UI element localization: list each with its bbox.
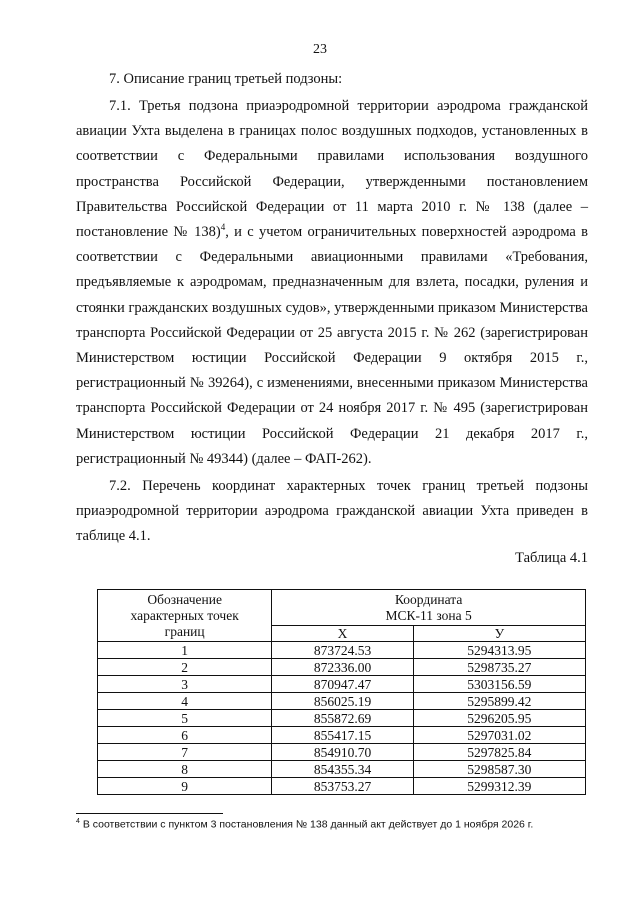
x-cell: 855417.15 [272, 727, 413, 744]
table-row [98, 659, 586, 676]
y-cell: 5297825.84 [413, 744, 585, 761]
header-y: У [413, 626, 585, 642]
section-heading: 7. Описание границ третьей подзоны: [109, 71, 343, 87]
table-row [98, 693, 586, 710]
header-point-line2: характерных точек [130, 607, 239, 623]
header-coordinate-line2: МСК-11 зона 5 [385, 607, 472, 623]
page-number: 23 [313, 42, 327, 57]
table-caption: Таблица 4.1 [515, 550, 588, 566]
coordinates-table [97, 589, 586, 795]
footnote-marker: 4 [76, 818, 80, 825]
y-cell: 5296205.95 [413, 710, 585, 727]
header-point-designation [98, 590, 272, 642]
paragraph-7-1-text-part2: , и с учетом ограничительных поверхностей аэродрома в соответствии с Федеральными авиационными правилами «Требования, предъявляемые к аэродромам, предназначенным для взлета, посадки, руления и стоянки гражданских воздушных судов», утвержденными приказом Министерства транспорта Российской Федерации от 25 августа 2015 г. № 262 (зарегистрирован Министерством юстиции Российской Федерации 9 октября 2015 г., регистрационный № 39264), с изменениями, внесенными приказом Министерства транспорта Российской Федерации от 24 ноября 2017 г. № 495 (зарегистрирован Министерством юстиции Российской Федерации 21 декабря 2017 г., регистрационный № 49344) (далее – ФАП-262). [76, 224, 588, 467]
paragraph-7-1 [76, 94, 588, 472]
table-row [98, 676, 586, 693]
header-coordinate [272, 590, 586, 626]
x-cell: 854355.34 [272, 761, 413, 778]
header-point-line3: границ [164, 623, 205, 639]
point-cell: 4 [98, 693, 272, 710]
point-cell: 9 [98, 778, 272, 795]
footnote [76, 818, 533, 831]
table-row [98, 778, 586, 795]
paragraph-7-2-text: 7.2. Перечень координат характерных точек границ третьей подзоны приаэродромной территории аэродрома гражданской авиации Ухта приведен в таблице 4.1. [76, 478, 588, 545]
point-cell: 7 [98, 744, 272, 761]
footnote-text: В соответствии с пунктом 3 постановления № 138 данный акт действует до 1 ноября 2026 г. [79, 818, 534, 831]
paragraph-7-2 [76, 474, 588, 550]
x-cell: 853753.27 [272, 778, 413, 795]
x-cell: 872336.00 [272, 659, 413, 676]
table-row [98, 761, 586, 778]
table-row [98, 710, 586, 727]
y-cell: 5299312.39 [413, 778, 585, 795]
y-cell: 5298587.30 [413, 761, 585, 778]
x-cell: 870947.47 [272, 676, 413, 693]
y-cell: 5294313.95 [413, 642, 585, 659]
point-cell: 6 [98, 727, 272, 744]
x-cell: 873724.53 [272, 642, 413, 659]
paragraph-7-1-text-part1: 7.1. Третья подзона приаэродромной территории аэродрома гражданской авиации Ухта выделена в границах полос воздушных подходов, установленных в соответствии с Федеральными правилами использования воздушного пространства Российской Федерации, утвержденными постановлением Правительства Российской Федерации от 11 марта 2010 г. № 138 (далее – постановление № 138) [76, 98, 588, 241]
x-cell: 856025.19 [272, 693, 413, 710]
point-cell: 2 [98, 659, 272, 676]
y-cell: 5303156.59 [413, 676, 585, 693]
x-cell: 855872.69 [272, 710, 413, 727]
point-cell: 1 [98, 642, 272, 659]
point-cell: 8 [98, 761, 272, 778]
header-x: X [272, 626, 413, 642]
point-cell: 5 [98, 710, 272, 727]
y-cell: 5298735.27 [413, 659, 585, 676]
table-row [98, 744, 586, 761]
header-point-line1: Обозначение [147, 591, 222, 607]
x-cell: 854910.70 [272, 744, 413, 761]
table-row [98, 727, 586, 744]
y-cell: 5295899.42 [413, 693, 585, 710]
point-cell: 3 [98, 676, 272, 693]
header-coordinate-line1: Координата [394, 591, 463, 607]
footnote-reference: 4 [220, 222, 226, 233]
y-cell: 5297031.02 [413, 727, 585, 744]
table-row [98, 642, 586, 659]
footnote-divider [76, 813, 223, 814]
